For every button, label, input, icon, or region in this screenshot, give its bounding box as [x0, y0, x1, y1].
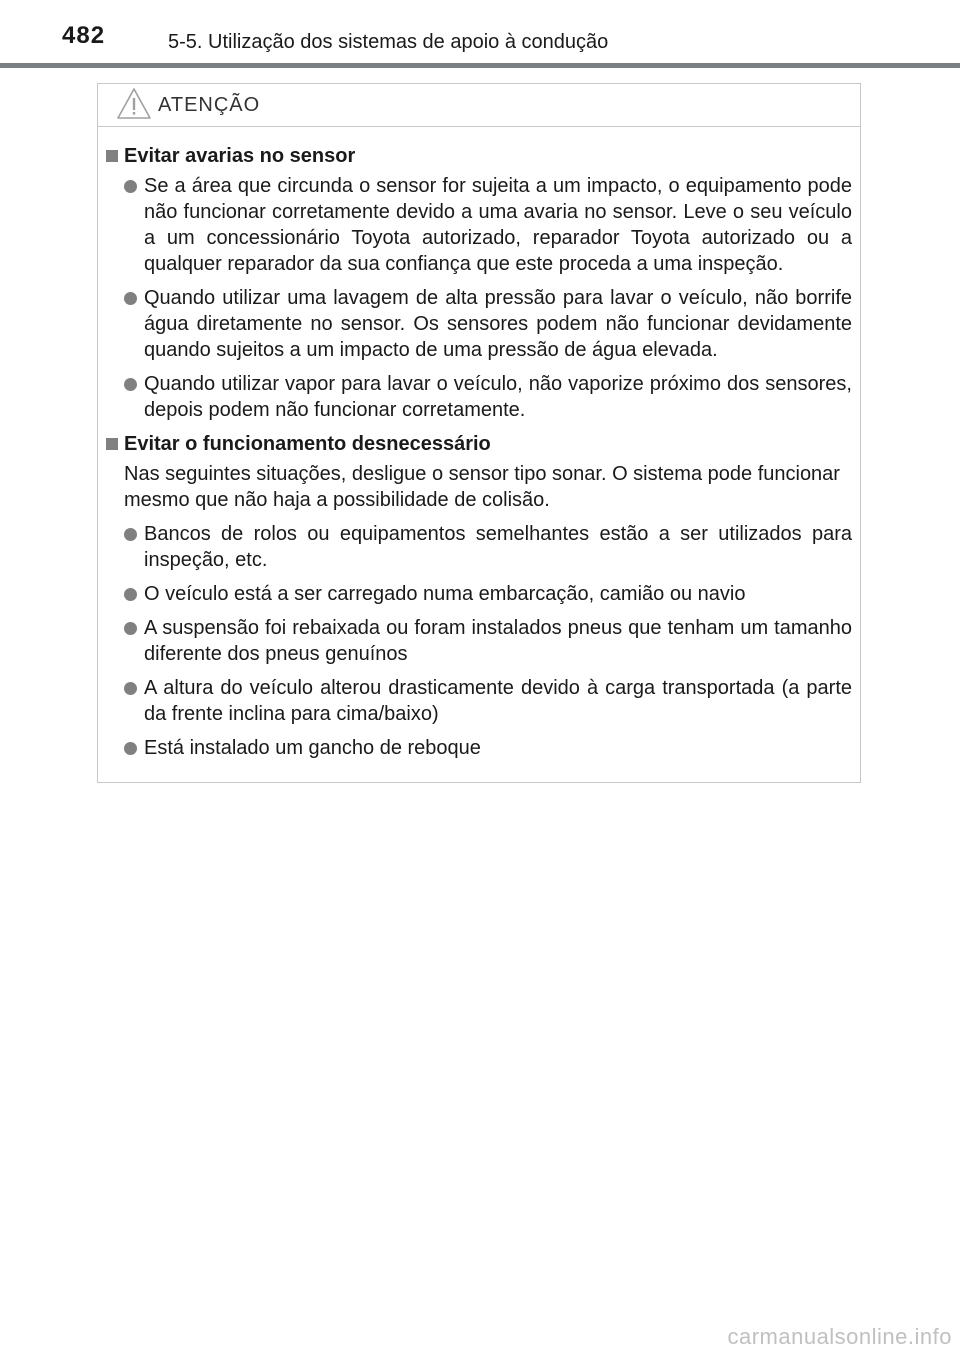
- warning-triangle-icon: [116, 87, 152, 120]
- list-item: [106, 675, 852, 727]
- round-bullet-icon: [124, 378, 137, 391]
- round-bullet-icon: [124, 528, 137, 541]
- list-item: [106, 615, 852, 667]
- round-bullet-icon: [124, 622, 137, 635]
- list-item-text: Quando utilizar uma lavagem de alta pressão para lavar o veículo, não borrife água diretamente no sensor. Os sensores podem não funcionar devidamente quando sujeitos a um impacto de uma pressão de água elevada.: [144, 287, 852, 361]
- section-title: 5-5. Utilização dos sistemas de apoio à condução: [168, 31, 609, 53]
- round-bullet-icon: [124, 180, 137, 193]
- round-bullet-icon: [124, 742, 137, 755]
- list-item: [106, 285, 852, 363]
- page-number: 482: [62, 22, 106, 49]
- page-header: [0, 0, 960, 70]
- list-item: [106, 735, 852, 761]
- round-bullet-icon: [124, 588, 137, 601]
- section-heading: [106, 143, 852, 169]
- list-item: [106, 521, 852, 573]
- header-rule: [0, 63, 960, 68]
- square-bullet-icon: [106, 150, 118, 162]
- list-item-text: A altura do veículo alterou drasticamente devido à carga transportada (a parte da frente inclina para cima/baixo): [144, 677, 852, 725]
- section-heading: [106, 431, 852, 457]
- list-item-text: Se a área que circunda o sensor for sujeita a um impacto, o equipamento pode não funcionar corretamente devido a uma avaria no sensor. Leve o seu veículo a um concessionário Toyota autorizado, reparador Toyota autorizado ou a qualquer reparador da sua confiança que este proceda a uma inspeção.: [144, 175, 852, 275]
- section-heading-text: Evitar avarias no sensor: [124, 145, 356, 167]
- warning-body: [98, 127, 860, 761]
- list-item-text: Está instalado um gancho de reboque: [144, 737, 481, 759]
- round-bullet-icon: [124, 682, 137, 695]
- round-bullet-icon: [124, 292, 137, 305]
- square-bullet-icon: [106, 438, 118, 450]
- list-item: [106, 581, 852, 607]
- list-item-text: O veículo está a ser carregado numa embarcação, camião ou navio: [144, 583, 746, 605]
- section-heading-text: Evitar o funcionamento desnecessário: [124, 433, 491, 455]
- list-item-text: Bancos de rolos ou equipamentos semelhantes estão a ser utilizados para inspeção, etc.: [144, 523, 852, 571]
- watermark: carmanualsonline.info: [727, 1324, 952, 1349]
- list-item-text: A suspensão foi rebaixada ou foram instalados pneus que tenham um tamanho diferente dos pneus genuínos: [144, 617, 852, 665]
- list-item: [106, 173, 852, 277]
- section-intro: Nas seguintes situações, desligue o sensor tipo sonar. O sistema pode funcionar mesmo que não haja a possibilidade de colisão.: [124, 463, 840, 511]
- list-item: [106, 371, 852, 423]
- warning-box: [97, 83, 861, 783]
- list-item-text: Quando utilizar vapor para lavar o veículo, não vaporize próximo dos sensores, depois podem não funcionar corretamente.: [144, 373, 852, 421]
- warning-header: [98, 84, 860, 127]
- warning-title: ATENÇÃO: [158, 94, 261, 116]
